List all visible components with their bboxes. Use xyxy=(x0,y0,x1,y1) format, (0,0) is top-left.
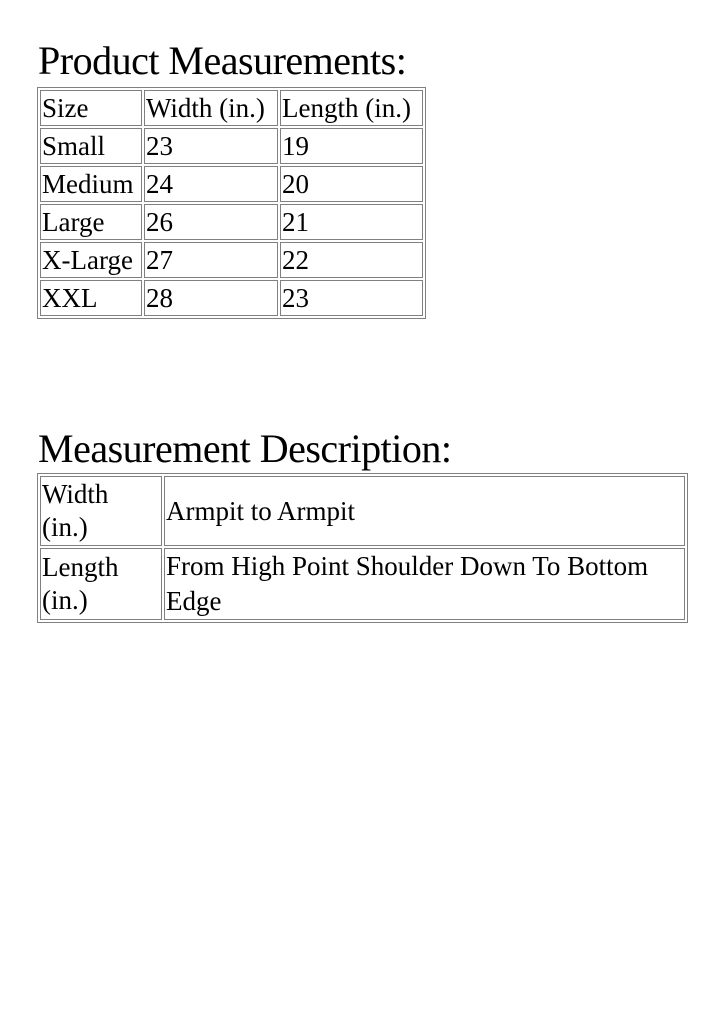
size-cell: X-Large xyxy=(40,242,142,278)
product-measurements-heading: Product Measurements: xyxy=(38,38,407,83)
width-cell: 27 xyxy=(144,242,278,278)
table-row xyxy=(40,166,423,202)
table-header-row xyxy=(40,90,423,126)
table-row xyxy=(40,476,685,546)
length-cell: 23 xyxy=(280,280,423,316)
description-table xyxy=(37,473,688,623)
measurement-description-heading: Measurement Description: xyxy=(38,426,452,471)
length-cell: 22 xyxy=(280,242,423,278)
length-cell: 21 xyxy=(280,204,423,240)
header-cell-length: Length (in.) xyxy=(280,90,423,126)
table-row xyxy=(40,548,685,620)
size-cell: XXL xyxy=(40,280,142,316)
table-row xyxy=(40,128,423,164)
measurement-name-cell: Length (in.) xyxy=(40,548,162,620)
table-row xyxy=(40,242,423,278)
table-row xyxy=(40,204,423,240)
size-table xyxy=(37,87,426,319)
size-cell: Small xyxy=(40,128,142,164)
measurement-description-cell: Armpit to Armpit xyxy=(164,476,685,546)
width-cell: 28 xyxy=(144,280,278,316)
width-cell: 24 xyxy=(144,166,278,202)
length-cell: 20 xyxy=(280,166,423,202)
width-cell: 26 xyxy=(144,204,278,240)
measurement-name-cell: Width (in.) xyxy=(40,476,162,546)
measurement-description-cell: From High Point Shoulder Down To Bottom Edge xyxy=(164,548,685,620)
table-row xyxy=(40,280,423,316)
length-cell: 19 xyxy=(280,128,423,164)
size-cell: Large xyxy=(40,204,142,240)
width-cell: 23 xyxy=(144,128,278,164)
header-cell-width: Width (in.) xyxy=(144,90,278,126)
size-cell: Medium xyxy=(40,166,142,202)
header-cell-size: Size xyxy=(40,90,142,126)
